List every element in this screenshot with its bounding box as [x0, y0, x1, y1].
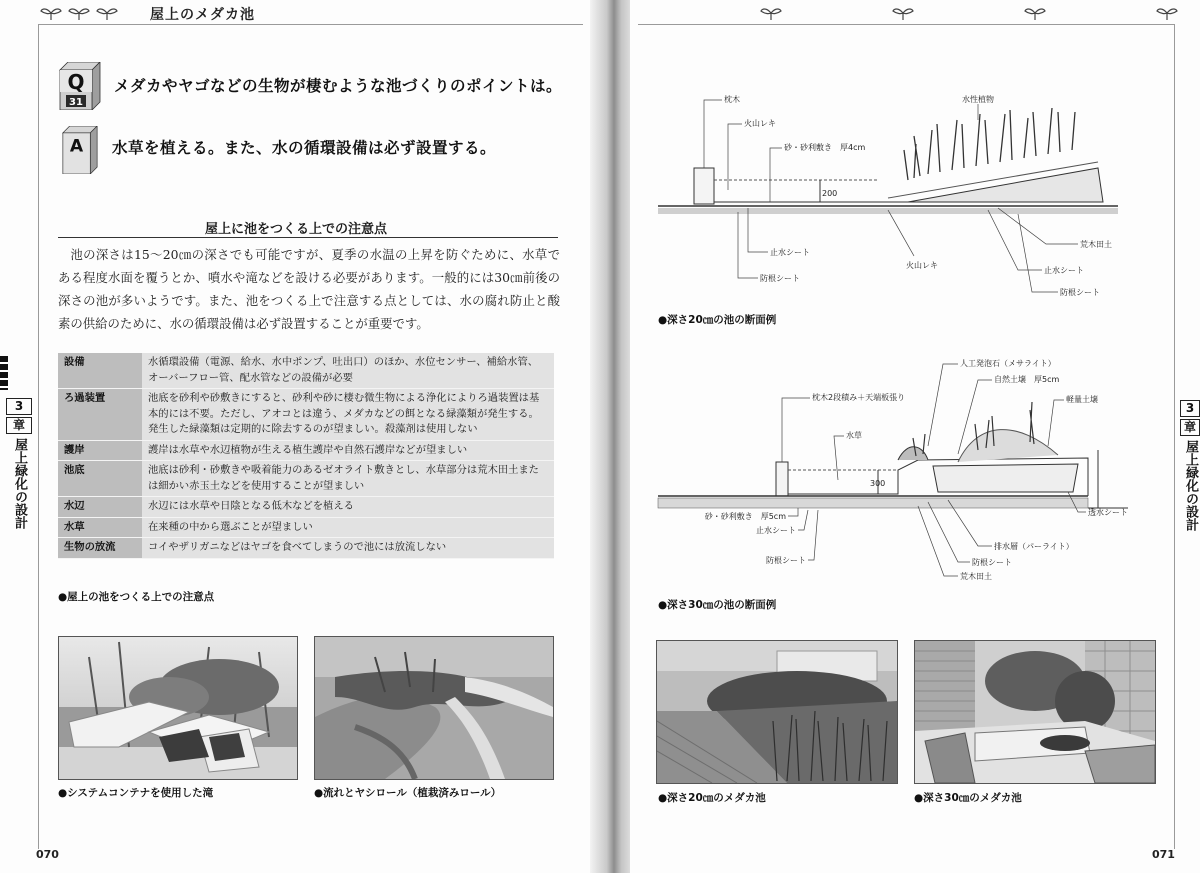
label-bokon-2: 防根シート [972, 558, 1012, 567]
label-bokon-1: 防根シート [760, 274, 800, 283]
table-key-cell: 設備 [58, 353, 142, 389]
table-value-cell: 護岸は水草や水辺植物が生える植生護岸や自然石護岸などが望ましい [142, 440, 554, 461]
table-row [58, 517, 554, 538]
label-arakida: 荒木田土 [1080, 240, 1112, 249]
table-value-cell: 水循環設備（電源、給水、水中ポンプ、吐出口）のほか、水位センサー、補給水管、オーバーフロー管、配水管などの設備が必要 [142, 353, 554, 389]
table-caption: ●屋上の池をつくる上での注意点 [58, 591, 215, 603]
chapter-title: 屋上緑化の設計 [12, 438, 27, 529]
label-tosui: 透水シート [1088, 508, 1128, 517]
question-text: メダカやヤゴなどの生物が棲むような池づくりのポイントは。 [114, 77, 563, 95]
photo-caption-4: ●深さ30㎝のメダカ池 [914, 792, 1022, 804]
right-page [630, 0, 1200, 873]
sprout-ornaments [40, 6, 118, 20]
sprout-icon [96, 6, 118, 20]
question-badge-icon [56, 62, 104, 110]
sprout-icon [892, 6, 914, 20]
sprout-icon [1156, 6, 1178, 20]
label-shisui: 止水シート [756, 526, 796, 535]
label-bokon-1: 防根シート [766, 556, 806, 565]
chapter-title: 屋上緑化の設計 [1183, 440, 1198, 531]
label-haisui: 排水層（パーライト） [994, 542, 1074, 551]
label-makuragi: 枕木 [724, 95, 740, 104]
label-bokon-2: 防根シート [1060, 288, 1100, 297]
table-key-cell: 池底 [58, 461, 142, 497]
answer-letter: A [69, 136, 84, 157]
label-makuragi-2dan: 枕木2段積み＋天端板張り [812, 393, 906, 402]
section-divider [58, 237, 558, 238]
chapter-number: 3 [1180, 400, 1200, 417]
question-number: 31 [69, 97, 83, 108]
sprout-icon [68, 6, 90, 20]
photo-stream-palm-roll [314, 636, 554, 780]
label-suisei: 水性植物 [962, 95, 994, 104]
label-jinko-happo: 人工発泡石（メサライト） [960, 359, 1056, 368]
body-text [58, 243, 560, 335]
table-row [58, 353, 554, 389]
table-value-cell: 在来種の中から選ぶことが望ましい [142, 517, 554, 538]
label-arakida: 荒木田土 [960, 572, 992, 581]
question-letter: Q [67, 70, 85, 94]
table-row [58, 440, 554, 461]
table-value-cell: 池底を砂利や砂敷きにすると、砂利や砂に棲む微生物による浄化によりろ過装置は基本的には不要。ただし、アオコとは違う、メダカなどの餌となる緑藻類が発生する。発生した緑藻類は定期的に除去するのが望ましい。殺藻剤は使用しない [142, 389, 554, 441]
sprout-icon [40, 6, 62, 20]
photo-system-container-waterfall [58, 636, 298, 780]
sprout-icon [760, 6, 782, 20]
photo-30cm-medaka-pond [914, 640, 1156, 784]
chapter-number: 3 [6, 398, 32, 415]
page-number: 070 [36, 848, 59, 861]
left-page [0, 0, 598, 873]
label-shisui-1: 止水シート [770, 248, 810, 257]
label-suiso: 水草 [846, 431, 862, 440]
label-jari: 砂・砂利敷き 厚4cm [784, 143, 866, 152]
table-row [58, 461, 554, 497]
photo-caption-3: ●深さ20㎝のメダカ池 [658, 792, 766, 804]
table-row [58, 497, 554, 518]
chapter-char: 章 [1180, 419, 1200, 436]
photo-20cm-medaka-pond [656, 640, 898, 784]
label-kazan-reki-2: 火山レキ [906, 261, 938, 270]
photo-caption-2: ●流れとヤシロール（植栽済みロール） [314, 787, 502, 799]
table-value-cell: 池底は砂利・砂敷きや吸着能力のあるゼオライト敷きとし、水草部分は荒木田土または細かい赤玉土などを使用することが望ましい [142, 461, 554, 497]
table-row [58, 538, 554, 559]
label-shisui-2: 止水シート [1044, 266, 1084, 275]
sprout-icon [1024, 6, 1046, 20]
label-kazan-reki: 火山レキ [744, 119, 776, 128]
table-value-cell: 水辺には水草や日陰となる低木などを植える [142, 497, 554, 518]
table-value-cell: コイやザリガニなどはヤゴを食べてしまうので池には放流しない [142, 538, 554, 559]
table-row [58, 389, 554, 441]
label-jari-5cm: 砂・砂利敷き 厚5cm [704, 512, 786, 521]
depth-200-label: 200 [822, 189, 838, 198]
diagram-20cm-pond-section [658, 80, 1158, 310]
notes-table [58, 353, 554, 559]
label-shizen-dojo: 自然土壌 厚5cm [994, 375, 1060, 384]
chapter-side-tab [6, 398, 32, 529]
answer-badge-icon [56, 126, 104, 174]
diagram1-caption: ●深さ20㎝の池の断面例 [658, 314, 777, 326]
answer-text: 水草を植える。また、水の循環設備は必ず設置する。 [112, 139, 497, 157]
table-key-cell: 水辺 [58, 497, 142, 518]
table-key-cell: 護岸 [58, 440, 142, 461]
chapter-side-tab-right [1180, 400, 1200, 531]
table-key-cell: 生物の放流 [58, 538, 142, 559]
body-paragraph: 池の深さは15〜20㎝の深さでも可能ですが、夏季の水温の上昇を防ぐために、水草である程度水面を覆うとか、噴水や滝などを設ける必要があります。一般的には30㎝前後の深さの池が多いようです。また、池をつくる上で注意する点としては、水の腐れ防止と酸素の供給のために、水の循環設備は必ず設置することが重要です。 [58, 247, 560, 331]
section-title: 屋上に池をつくる上での注意点 [205, 222, 388, 237]
diagram-30cm-pond-section [658, 350, 1158, 600]
photo-caption-1: ●システムコンテナを使用した滝 [58, 787, 214, 799]
sprout-ornaments-right [760, 6, 1178, 20]
table-key-cell: 水草 [58, 517, 142, 538]
table-key-cell: ろ過装置 [58, 389, 142, 441]
chapter-index-bars [0, 356, 8, 390]
label-keiryo-dojo: 軽量土壌 [1066, 395, 1098, 404]
chapter-char: 章 [6, 417, 32, 434]
diagram2-caption: ●深さ30㎝の池の断面例 [658, 599, 777, 611]
running-head: 屋上のメダカ池 [150, 7, 255, 23]
depth-300-label: 300 [870, 479, 886, 488]
page-number: 071 [1152, 848, 1175, 861]
